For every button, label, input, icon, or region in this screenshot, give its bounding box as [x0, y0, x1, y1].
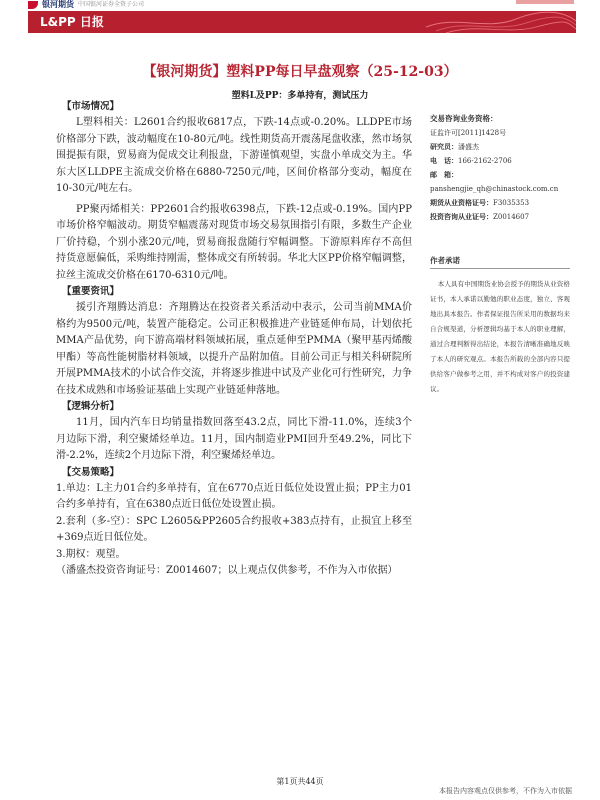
top-strip [0, 0, 600, 10]
report-banner [28, 11, 576, 33]
side-researcher: 潘盛杰 [458, 143, 479, 151]
side-email-label: 邮 箱： [430, 170, 458, 179]
section-heading-logic: 【逻辑分析】 [62, 401, 120, 412]
statement-text: 本人具有中国期货业协会授予的期货从业资格证书，本人承诺以勤勉的职业态度，独立、客观地出具本报告。作者保证报告所采用的数据均来自合规渠道，分析逻辑均基于本人的职业理解，通过合理判断得出结论，本报告清晰准确地反映了本人的研究观点。本报告所载的全部内容只提供给客户做参考之用，并不构成对客户的投资建议。 [430, 280, 570, 393]
strategy-item: 3.期权：观望。 [56, 548, 126, 560]
side-invest: Z0014607 [493, 213, 530, 221]
report-title: 【银河期货】塑料PP每日早盘观察（25-12-03） [142, 64, 458, 80]
side-qual: F3035353 [493, 199, 530, 207]
banner-wave-decoration [426, 11, 576, 33]
side-researcher-label: 研究员： [430, 142, 458, 151]
side-phone-label: 电 话： [430, 156, 458, 165]
strategy-item: 1.单边：L主力01合约多单持有，宜在6770点近日低位处设置止损；PP主力01合约多单持有，宜在6380点近日低位处设置止损。 [56, 482, 412, 510]
side-license-title: 交易咨询业务资格： [430, 114, 498, 123]
section-heading-news: 【重要资讯】 [62, 286, 120, 297]
side-qual-label: 期货从业资格证号： [430, 198, 493, 207]
logo-mark-icon [28, 1, 38, 9]
logo-subtitle: 中国银河证券全资子公司 [78, 0, 145, 8]
report-type-label: L&PP 日报 [40, 15, 104, 29]
news-paragraph: 援引齐翔腾达消息：齐翔腾达在投资者关系活动中表示，公司当前MMA价格约为9500元/吨，装置产能稳定。公司正积极推进产业链延伸布局，计划依托MMA产品优势，向下游高端材料领域拓展，重点延伸至PMMA（聚甲基丙烯酸甲酯）等高性能树脂材料领域，以提升产品附加值。目前公司正与相关科研院所开展PMMA技术的小试合作交流，并将逐步推进中试及产业化可行性研究，力争在技术成熟和市场验证基础上实现产业链延伸落地。 [56, 302, 412, 396]
logo-text: 银河期货 [42, 0, 74, 9]
side-phone: 166-2162-2706 [458, 157, 512, 165]
strategy-item: 2.套利（多-空）：SPC L2605&PP2605合约报收+383点持有，止损宜上移至+369点近日低位处。 [56, 515, 412, 543]
page-number: 第1页共44页 [276, 777, 324, 786]
market-paragraph-l: L塑料相关：L2601合约报收6817点，下跌-14点或-0.20%。LLDPE市场价格部分下跌，波动幅度在10-80元/吨。线性期货高开震荡尾盘收涨，然市场氛围提振有限，贸易商为促成交让利报盘，下游谨慎观望，实盘小单成交为主。华东大区LLDPE主流成交价格在6880-7250元/吨，区间价格部分变动，幅度在10-30元/吨左右。 [56, 117, 412, 194]
statement-title: 作者承诺 [430, 254, 570, 269]
side-invest-label: 投资咨询从业证号： [430, 212, 493, 221]
section-heading-market: 【市场情况】 [62, 101, 120, 112]
main-content [56, 99, 412, 580]
analyst-signature: （潘盛杰投资咨询证号：Z0014607；以上观点仅供参考，不作为入市依据） [56, 565, 398, 576]
section-heading-strategy: 【交易策略】 [62, 466, 120, 478]
top-right-decoration [516, 0, 574, 4]
report-subtitle: 塑料L及PP：多单持有，测试压力 [231, 91, 369, 101]
company-logo [28, 0, 144, 9]
market-paragraph-pp: PP聚丙烯相关：PP2601合约报收6398点，下跌-12点或-0.19%。国内PP市场价格窄幅波动。期货窄幅震荡对现货市场交易氛围指引有限，多数生产企业厂价持稳，个别小涨20元/吨，贸易商报盘随行窄幅调整。下游原料库存不高但持货意愿偏低，采购维持刚需，整体成交有所转弱。华北大区PP价格窄幅调整，拉丝主流成交价格在6170-6310元/吨。 [56, 203, 412, 281]
side-license: 证监许可[2011]1428号 [430, 129, 507, 137]
side-email[interactable]: panshengjie_qh@chinastock.com.cn [430, 185, 559, 193]
sidebar-contact [430, 112, 570, 397]
footer-disclaimer: 本报告内容观点仅供参考，不作为入市依据 [439, 787, 572, 795]
logic-paragraph: 11月，国内汽车日均销量指数回落至43.2点，同比下滑-11.0%，连续3个月边际下滑，利空聚烯烃单边。11月，国内制造业PMI回升至49.2%，同比下滑-2.2%，连续2个月边际下滑，利空聚烯烃单边。 [56, 417, 412, 461]
